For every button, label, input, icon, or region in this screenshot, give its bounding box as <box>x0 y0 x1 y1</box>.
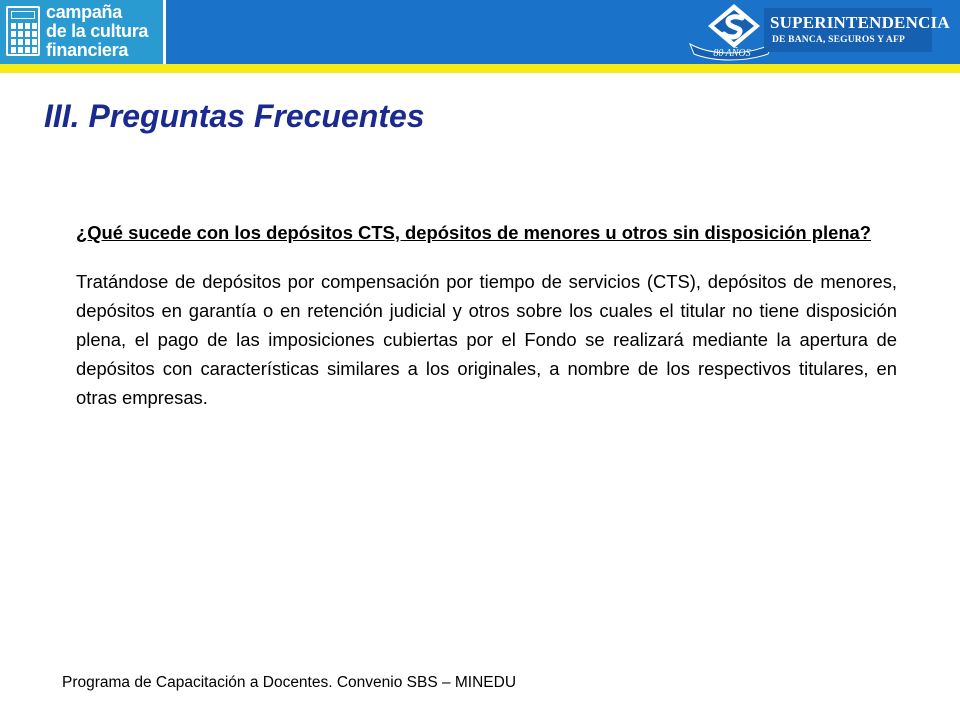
sbs-subtitle: DE BANCA, SEGUROS Y AFP <box>772 35 905 45</box>
faq-answer: Tratándose de depósitos por compensación por tiempo de servicios (CTS), depósitos de menores, depósitos en garantía o en retención judicial y otros sobre los cuales el titular no tiene disposición plena, el pago de las imposiciones cubiertas por el Fondo se realizará mediante la apertura de depósitos con características similares a los originales, a nombre de los respectivos titulares, en otras empresas. <box>76 271 897 408</box>
campaign-line-1: campaña <box>46 2 122 22</box>
campaign-line-2: de la cultura <box>46 21 149 41</box>
sbs-name: SUPERINTENDENCIA <box>770 13 950 32</box>
sbs-emblem-icon <box>686 2 776 64</box>
calculator-icon <box>6 6 40 56</box>
slide-title: III. Preguntas Frecuentes <box>44 98 425 134</box>
faq-question: ¿Qué sucede con los depósitos CTS, depósitos de menores u otros sin disposición plena? <box>76 222 872 243</box>
slide-content <box>76 219 897 412</box>
campaign-line-3: financiera <box>46 40 129 60</box>
campaign-logo-text <box>46 3 148 60</box>
header-stripe <box>0 64 960 73</box>
anniversary-label: 80 AÑOS <box>713 48 751 59</box>
sbs-logo <box>764 8 950 52</box>
slide-footer: Programa de Capacitación a Docentes. Convenio SBS – MINEDU <box>62 674 517 691</box>
campaign-logo <box>0 0 166 64</box>
